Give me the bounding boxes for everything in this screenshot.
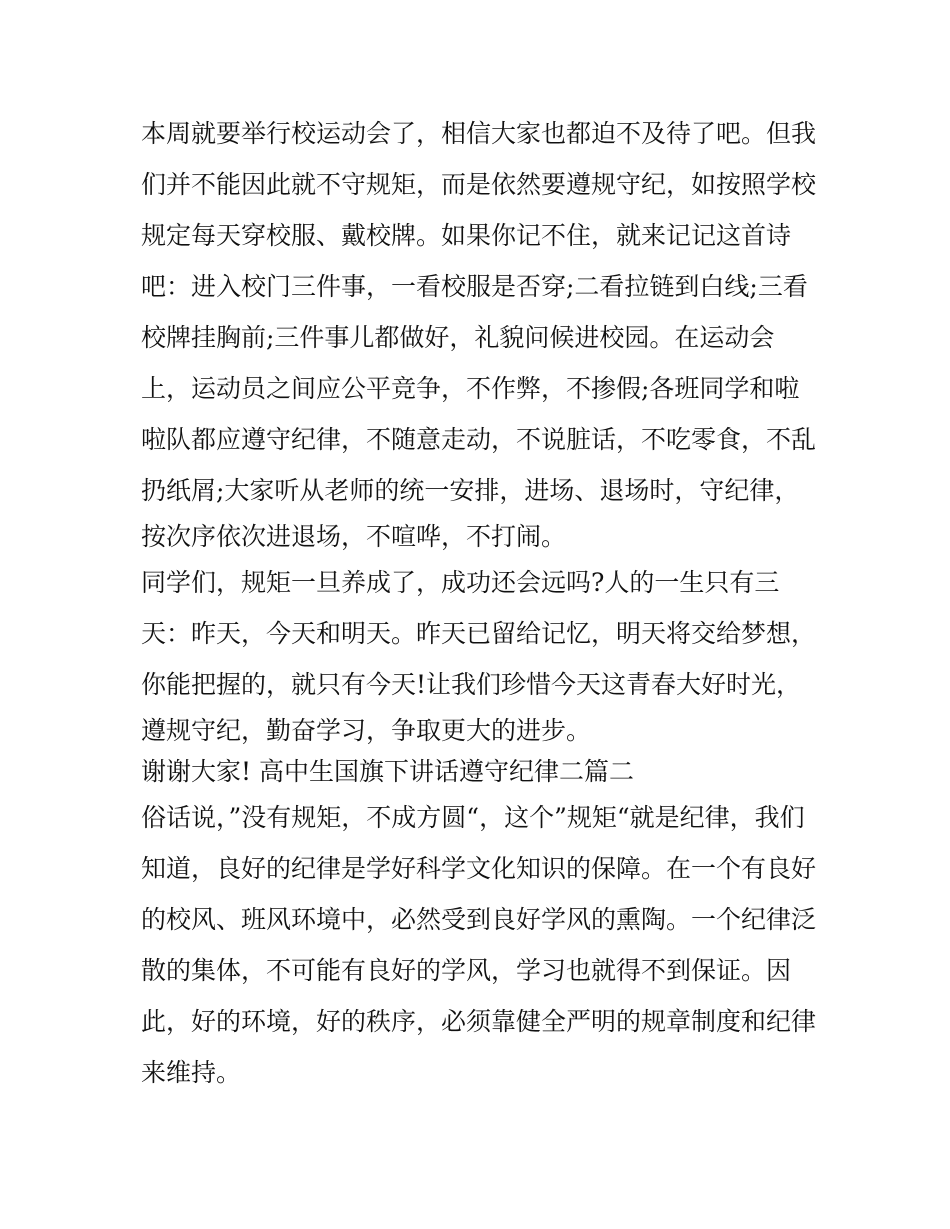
text-line: 你能把握的，就只有今天!让我们珍惜今天这青春大好时光，	[141, 670, 802, 699]
text-line: 上，运动员之间应公平竞争，不作弊，不掺假;各班同学和啦	[141, 374, 800, 403]
text-line: 规定每天穿校服、戴校牌。如果你记不住，就来记记这首诗	[141, 221, 792, 250]
text-line: 扔纸屑;大家听从老师的统一安排，进场、退场时，守纪律，	[141, 476, 800, 505]
text-line: 的校风、班风环境中，必然受到良好学风的熏陶。一个纪律泛	[141, 905, 817, 934]
text-line: 此，好的环境，好的秩序，必须靠健全严明的规章制度和纪律	[141, 1007, 817, 1036]
text-line: 按次序依次进退场，不喧哗，不打闹。	[141, 522, 567, 551]
section-heading: 谢谢大家! 高中生国旗下讲话遵守纪律二篇二	[141, 757, 634, 786]
text-line: 们并不能因此就不守规矩，而是依然要遵规守纪，如按照学校	[141, 170, 817, 199]
paragraph-classmates	[141, 557, 821, 751]
document-body	[141, 108, 821, 1098]
text-line: 吧：进入校门三件事，一看校服是否穿;二看拉链到白线;三看	[141, 272, 808, 301]
text-line: 遵规守纪，勤奋学习，争取更大的进步。	[141, 716, 592, 745]
paragraph-discipline	[141, 792, 821, 1098]
text-line: 散的集体，不可能有良好的学风，学习也就得不到保证。因	[141, 956, 792, 985]
text-line: 啦队都应遵守纪律，不随意走动，不说脏话，不吃零食，不乱	[141, 425, 817, 454]
paragraph-thanks-heading	[141, 751, 821, 792]
text-line: 同学们，规矩一旦养成了，成功还会远吗?人的一生只有三	[141, 568, 780, 597]
text-line: 知道，良好的纪律是学好科学文化知识的保障。在一个有良好	[141, 854, 817, 883]
text-line: 天：昨天，今天和明天。昨天已留给记忆，明天将交给梦想，	[141, 619, 817, 648]
paragraph-sports-meet	[141, 108, 821, 557]
text-line: 校牌挂胸前;三件事儿都做好，礼貌问候进校园。在运动会	[141, 323, 775, 352]
text-line: 来维持。	[141, 1058, 242, 1087]
text-line: 俗话说，”没有规矩，不成方圆“，这个”规矩“就是纪律，我们	[141, 803, 805, 832]
text-line: 本周就要举行校运动会了，相信大家也都迫不及待了吧。但我	[141, 119, 817, 148]
